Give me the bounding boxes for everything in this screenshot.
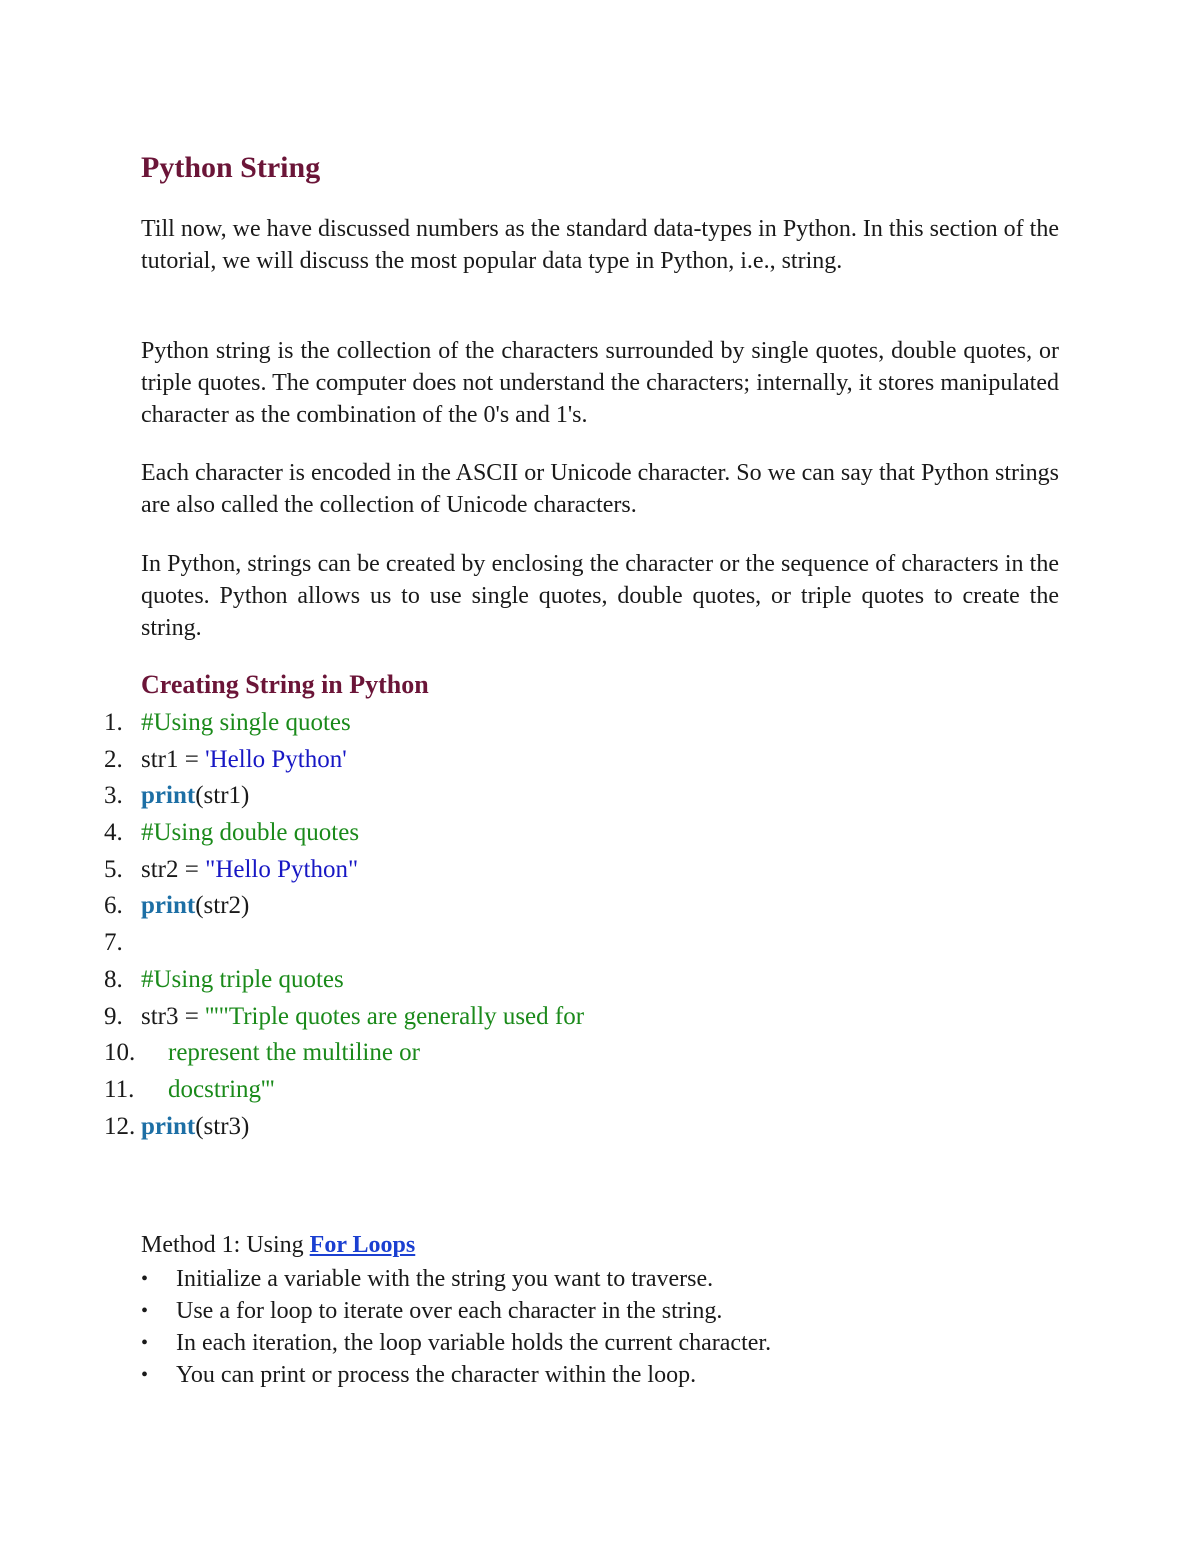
- code-comment: #Using single quotes: [141, 709, 351, 736]
- list-item-text: In each iteration, the loop variable holds the current character.: [176, 1330, 772, 1356]
- code-line: [100, 1109, 1000, 1146]
- page-title: Python String: [141, 151, 321, 184]
- line-number: 5.: [104, 855, 123, 883]
- code-assign: str2 =: [141, 855, 206, 883]
- line-number: 4.: [104, 819, 123, 847]
- line-number: 9.: [104, 1002, 123, 1030]
- line-number: 10.: [104, 1039, 136, 1067]
- intro-paragraph: Till now, we have discussed numbers as the standard data-types in Python. In this section of the tutorial, we will discuss the most popular data type in Python, i.e., string.: [141, 216, 1059, 274]
- list-item: [141, 1263, 1041, 1295]
- bullet-icon: •: [141, 1332, 149, 1354]
- code-line: [100, 815, 1000, 852]
- line-number: 2.: [104, 745, 123, 773]
- code-line: [100, 852, 1000, 889]
- code-docstring: docstring''': [168, 1075, 275, 1103]
- code-keyword: print: [141, 1112, 196, 1140]
- code-string: "Hello Python": [205, 855, 359, 883]
- bullet-icon: •: [141, 1364, 149, 1386]
- code-docstring: '''"Triple quotes are generally used for: [205, 1002, 585, 1030]
- bullet-icon: •: [141, 1268, 149, 1290]
- list-item-text: You can print or process the character within the loop.: [176, 1362, 697, 1388]
- code-docstring: represent the multiline or: [168, 1039, 421, 1067]
- code-line: [100, 1072, 1000, 1109]
- method-prefix: Method 1: Using: [141, 1232, 310, 1258]
- code-text: [141, 999, 584, 1036]
- method-line: [141, 1228, 415, 1262]
- section-heading: Creating String in Python: [141, 670, 429, 699]
- list-item: [141, 1359, 1041, 1391]
- code-keyword: print: [141, 782, 196, 810]
- code-line: [100, 999, 1000, 1036]
- code-text: [141, 778, 249, 815]
- encoding-paragraph: Each character is encoded in the ASCII or Unicode character. So we can say that Python strings are also called the collection of Unicode characters.: [141, 460, 1059, 518]
- code-line: [100, 778, 1000, 815]
- bullet-icon: •: [141, 1300, 149, 1322]
- code-listing: [100, 705, 1000, 1145]
- creation-paragraph: In Python, strings can be created by enclosing the character or the sequence of characters in the quotes. Python allows us to use single quotes, double quotes, or triple quotes to create the string.: [141, 551, 1059, 641]
- code-string: 'Hello Python': [205, 745, 347, 773]
- code-line: [100, 705, 1000, 742]
- code-text: [141, 888, 249, 925]
- code-args: (str1): [195, 782, 250, 810]
- code-line: [100, 925, 1000, 962]
- code-args: (str3): [195, 1112, 250, 1140]
- code-text: [141, 852, 358, 889]
- code-line: [100, 1035, 1000, 1072]
- list-item-text: Initialize a variable with the string you want to traverse.: [176, 1266, 714, 1292]
- code-line: [100, 742, 1000, 779]
- code-line: [100, 888, 1000, 925]
- list-item-text: Use a for loop to iterate over each character in the string.: [176, 1298, 723, 1324]
- code-assign: str3 =: [141, 1002, 206, 1030]
- steps-list: [141, 1263, 1041, 1391]
- line-number: 8.: [104, 965, 123, 993]
- code-line: [100, 962, 1000, 999]
- code-comment: #Using double quotes: [141, 819, 360, 847]
- line-number: 6.: [104, 892, 123, 920]
- code-assign: str1 =: [141, 745, 206, 773]
- code-text: [141, 1109, 249, 1146]
- code-comment: #Using triple quotes: [141, 965, 344, 993]
- line-number: 11.: [104, 1075, 135, 1103]
- line-number: 7.: [104, 929, 123, 957]
- line-number: 12.: [104, 1112, 136, 1140]
- line-number: 1.: [104, 709, 123, 736]
- list-item: [141, 1295, 1041, 1327]
- definition-paragraph: Python string is the collection of the characters surrounded by single quotes, double quotes, or triple quotes. The computer does not understand the characters; internally, it stores manipulated character as the combination of the 0's and 1's.: [141, 338, 1059, 428]
- list-item: [141, 1327, 1041, 1359]
- line-number: 3.: [104, 782, 123, 810]
- code-args: (str2): [195, 892, 250, 920]
- for-loops-link[interactable]: For Loops: [309, 1232, 416, 1258]
- code-text: [141, 742, 347, 779]
- code-keyword: print: [141, 892, 196, 920]
